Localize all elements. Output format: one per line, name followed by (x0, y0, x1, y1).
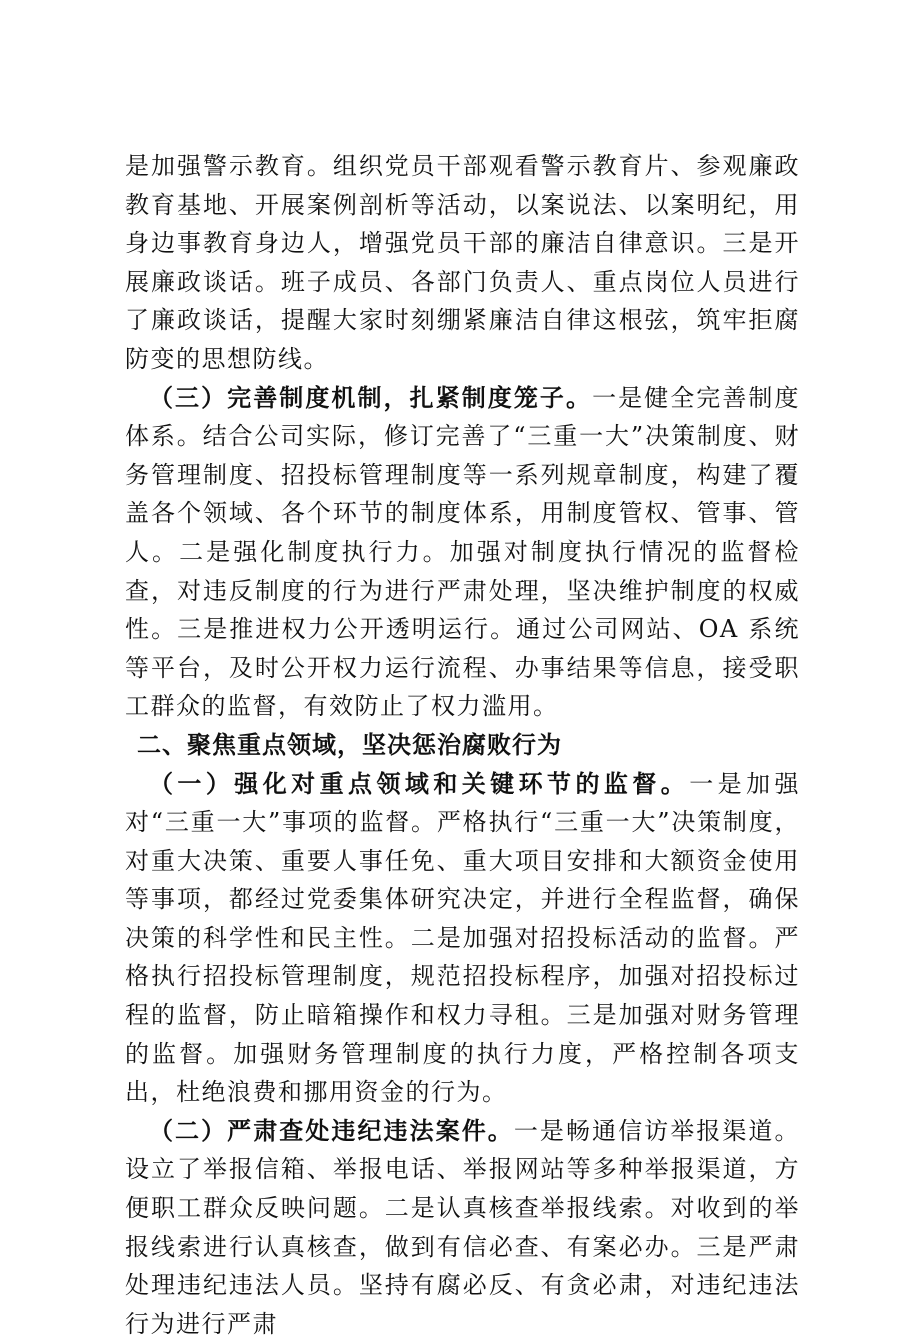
subsection-title: （二）严肃查处违纪违法案件。 (149, 1116, 514, 1145)
subsection-title: （一）强化对重点领域和关键环节的监督。 (149, 769, 690, 798)
paragraph-text: 是加强警示教育。组织党员干部观看警示教育片、参观廉政教育基地、开展案例剖析等活动，以案说法、以案明纪，用身边事教育身边人，增强党员干部的廉洁自律意识。三是开展廉政谈话。班子成员、各部门负责人、重点岗位人员进行了廉政谈话，提醒大家时刻绷紧廉洁自律这根弦，筑牢拒腐防变的思想防线。 (125, 152, 800, 373)
paragraph-case-handling (125, 1112, 800, 1343)
paragraph-text: 一是健全完善制度体系。结合公司实际，修订完善了“三重一大”决策制度、财务管理制度、招投标管理制度等一系列规章制度，构建了覆盖各个领域、各个环节的制度体系，用制度管权、管事、管人。二是强化制度执行力。加强对制度执行情况的监督检查，对违反制度的行为进行严肃处理，坚决维护制度的权威性。三是推进权力公开透明运行。通过公司网站、OA 系统等平台，及时公开权力运行流程、办事结果等信息，接受职工群众的监督，有效防止了权力滥用。 (125, 383, 800, 721)
paragraph-key-areas-supervision (125, 765, 800, 1112)
section-heading: 二、聚焦重点领域，坚决惩治腐败行为 (137, 730, 562, 759)
paragraph-text: 一是畅通信访举报渠道。设立了举报信箱、举报电话、举报网站等多种举报渠道，方便职工群众反映问题。二是认真核查举报线索。对收到的举报线索进行认真核查，做到有信必查、有案必办。三是严肃处理违纪违法人员。坚持有腐必反、有贪必肃，对违纪违法行为进行严肃 (125, 1116, 800, 1338)
paragraph-system-mechanism (125, 379, 800, 726)
subsection-title: （三）完善制度机制，扎紧制度笼子。 (149, 383, 593, 412)
paragraph-warning-education (125, 147, 800, 379)
document-body (125, 147, 800, 1343)
paragraph-text: 一是加强对“三重一大”事项的监督。严格执行“三重一大”决策制度，对重大决策、重要人事任免、重大项目安排和大额资金使用等事项，都经过党委集体研究决定，并进行全程监督，确保决策的科学性和民主性。二是加强对招投标活动的监督。严格执行招投标管理制度，规范招投标程序，加强对招投标过程的监督，防止暗箱操作和权力寻租。三是加强对财务管理的监督。加强财务管理制度的执行力度，严格控制各项支出，杜绝浪费和挪用资金的行为。 (125, 769, 800, 1107)
